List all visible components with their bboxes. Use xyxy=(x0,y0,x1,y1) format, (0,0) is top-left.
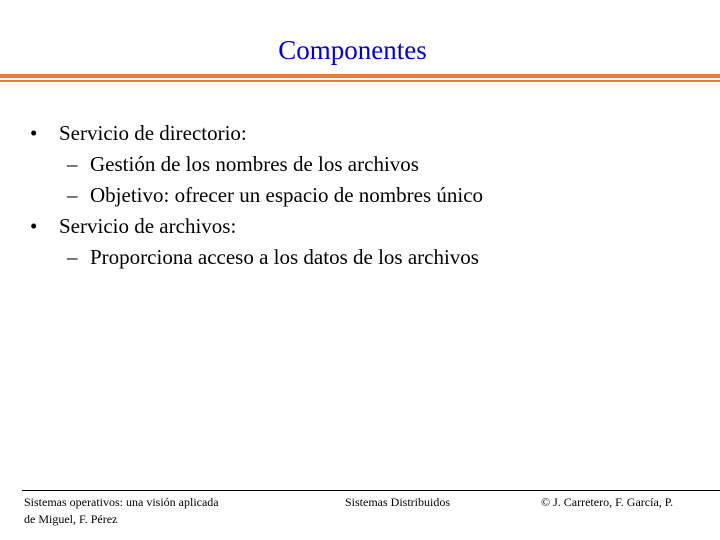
slide-title: Componentes xyxy=(278,35,427,65)
slide-content xyxy=(0,118,720,273)
sub-bullet-text: Objetivo: ofrecer un espacio de nombres único xyxy=(90,183,484,207)
sub-bullet-item xyxy=(0,180,720,211)
sub-bullet-item xyxy=(0,149,720,180)
sub-bullet-text: Proporciona acceso a los datos de los archivos xyxy=(90,245,479,269)
bullet-item xyxy=(0,118,720,149)
sub-bullet-marker: – xyxy=(67,152,78,176)
sub-bullet-marker: – xyxy=(67,183,78,207)
sub-bullet-item xyxy=(0,242,720,273)
footer-book-credit xyxy=(24,494,254,528)
footer-copyright: © J. Carretero, F. García, P. xyxy=(541,495,674,509)
title-underline-thin xyxy=(0,80,720,82)
footer-divider xyxy=(22,490,720,491)
sub-bullet-marker: – xyxy=(67,245,78,269)
title-underline-thick xyxy=(0,74,720,78)
footer-book-title: Sistemas operativos: una visión aplicada xyxy=(24,495,219,509)
bullet-item xyxy=(0,211,720,242)
footer-course-name: Sistemas Distribuidos xyxy=(345,495,451,509)
bullet-marker: • xyxy=(30,121,38,145)
bullet-text: Servicio de archivos: xyxy=(59,214,237,238)
bullet-text: Servicio de directorio: xyxy=(59,121,247,145)
sub-bullet-text: Gestión de los nombres de los archivos xyxy=(90,152,419,176)
bullet-marker: • xyxy=(30,214,38,238)
footer-book-authors: de Miguel, F. Pérez xyxy=(24,512,118,526)
